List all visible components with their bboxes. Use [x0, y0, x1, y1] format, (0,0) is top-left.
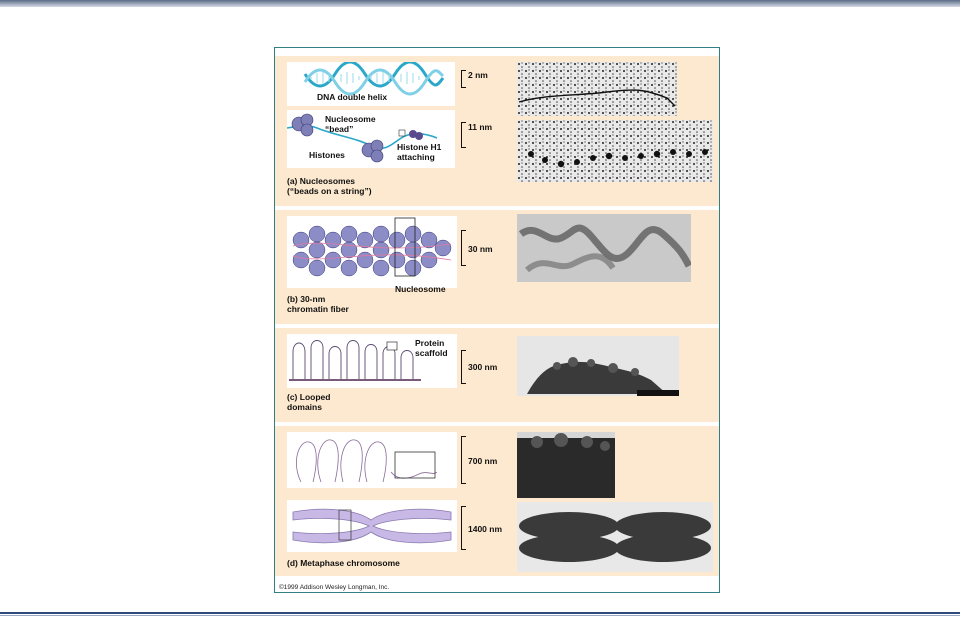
micrograph-700nm — [517, 432, 615, 498]
bottom-rule — [0, 612, 960, 614]
copyright: ©1999 Addison Wesley Longman, Inc. — [279, 584, 390, 591]
scale-bracket-1400nm — [461, 506, 462, 550]
dna-helix-box — [287, 62, 455, 106]
chromatin-packing-figure — [274, 47, 720, 593]
chromosome-box — [287, 500, 457, 552]
micrograph-nucleosomes — [517, 120, 713, 182]
protein-scaffold-label: Protein scaffold — [415, 338, 448, 358]
bottom-rule-thin — [0, 615, 960, 616]
caption-c: (c) Looped domains — [287, 392, 331, 412]
panel-a — [275, 56, 719, 206]
caption-d: (d) Metaphase chromosome — [287, 558, 400, 568]
micrograph-loops — [517, 336, 679, 396]
fiber-box — [287, 216, 457, 288]
scale-300nm: 300 nm — [468, 362, 498, 372]
histones-label: Histones — [309, 150, 345, 160]
dna-label: DNA double helix — [317, 92, 388, 102]
scale-11nm: 11 nm — [468, 122, 493, 132]
caption-b: (b) 30-nm chromatin fiber — [287, 294, 349, 314]
chromatin-fiber — [287, 216, 457, 288]
histone-h1-label: Histone H1 attaching — [397, 142, 442, 162]
micrograph-chromosome — [517, 502, 713, 572]
scale-bracket-300nm — [461, 350, 462, 384]
scale-2nm: 2 nm — [468, 70, 488, 80]
scale-bracket-2nm — [461, 70, 462, 88]
caption-a: (a) Nucleosomes (“beads on a string”) — [287, 176, 372, 196]
micrograph-fiber — [517, 214, 691, 282]
scale-700nm: 700 nm — [468, 456, 498, 466]
condensed-loops-box — [287, 432, 457, 488]
panel-c — [275, 328, 719, 422]
scale-bracket-30nm — [461, 230, 462, 266]
nucleosome-label: Nucleosome — [395, 284, 446, 294]
condensed-looped-domains — [287, 432, 457, 488]
nucleosome-box — [287, 110, 455, 168]
scale-bracket-11nm — [461, 122, 462, 148]
metaphase-chromosome-drawing — [287, 500, 457, 552]
micrograph-dna — [517, 62, 677, 116]
scale-1400nm: 1400 nm — [468, 524, 503, 534]
top-rule — [0, 0, 960, 7]
nucleosome-bead-label: Nucleosome “bead” — [325, 114, 376, 134]
scale-30nm: 30 nm — [468, 244, 493, 254]
scale-bracket-700nm — [461, 436, 462, 484]
panel-b — [275, 210, 719, 324]
panel-d — [275, 426, 719, 576]
